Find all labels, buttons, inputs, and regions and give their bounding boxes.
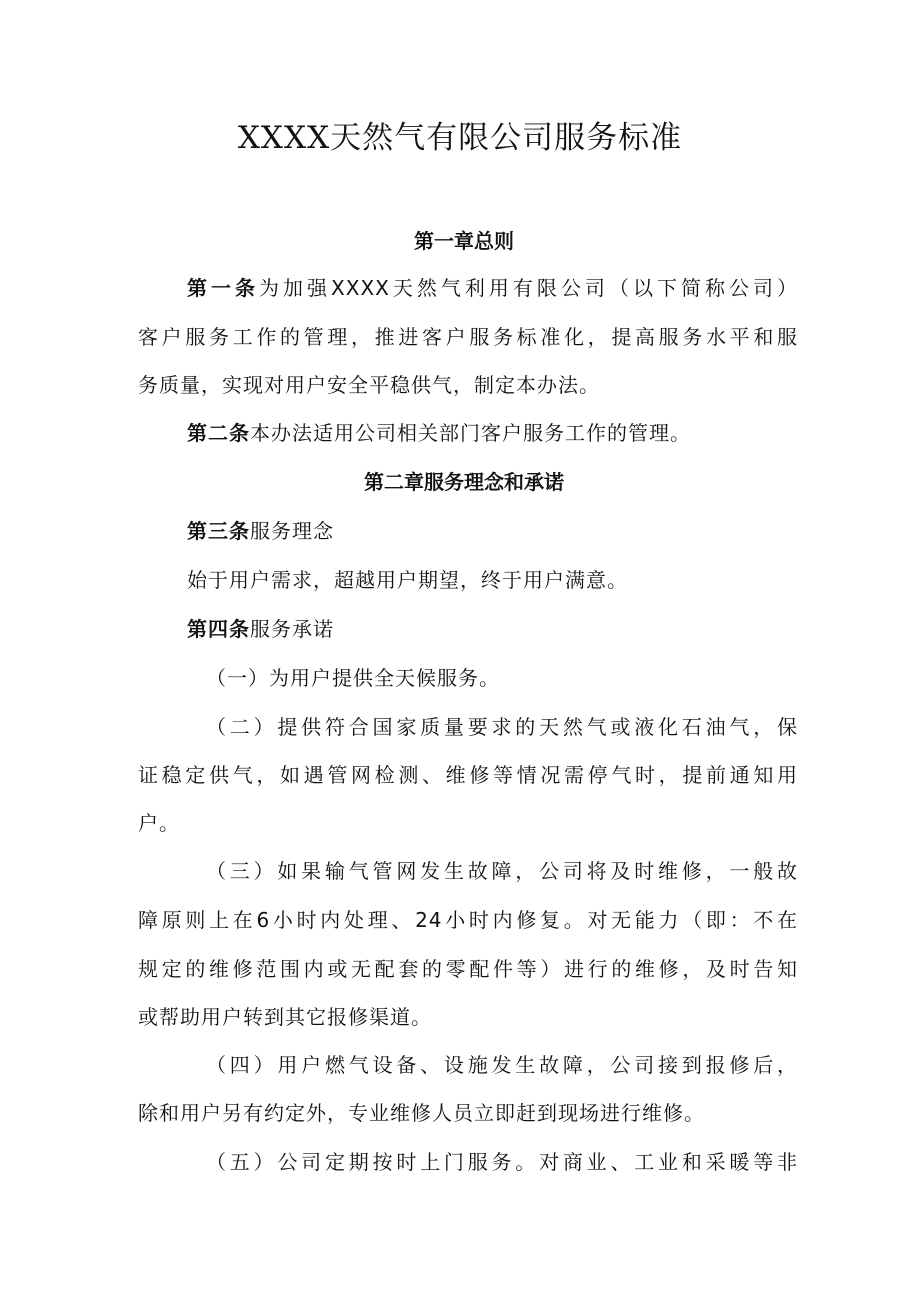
item-2-line-2: 证稳定供气，如遇管网检测、维修等情况需停气时，提前通知用 [138,763,798,787]
item-3-line-1: （三）如果输气管网发生故障，公司将及时维修，一般故 [206,859,798,883]
article-3-label: 第三条 [187,519,250,543]
document-title: XXXX天然气有限公司服务标准 [237,120,683,156]
item-3-line-2: 障原则上在6小时内处理、24小时内修复。对无能力（即：不在 [138,908,798,932]
item-2-line-1: （二）提供符合国家质量要求的天然气或液化石油气，保 [206,715,798,739]
article-4-label: 第四条 [187,617,250,641]
item-4-line-2: 除和用户另有约定外，专业维修人员立即赶到现场进行维修。 [138,1101,705,1125]
article-3-line [187,516,798,546]
article-4-text: 服务承诺 [250,617,334,641]
article-2-line [187,418,798,448]
chapter-1-heading: 第一章总则 [414,229,514,253]
item-2-line-3: 户。 [138,811,180,835]
article-3-text: 服务理念 [250,519,334,543]
article-1-line-1 [187,273,798,303]
article-4-line [187,614,798,644]
item-5-line-1: （五）公司定期按时上门服务。对商业、工业和采暖等非 [206,1150,798,1174]
article-1-text-1: 为加强XXXX天然气利用有限公司（以下简称公司） [259,276,798,300]
item-1-line-1: （一）为用户提供全天候服务。 [206,666,500,690]
item-3-line-4: 或帮助用户转到其它报修渠道。 [138,1005,432,1029]
article-1-line-3: 务质量，实现对用户安全平稳供气，制定本办法。 [138,373,600,397]
chapter-2-heading: 第二章服务理念和承诺 [364,470,564,494]
article-2-label: 第二条 [187,421,250,445]
item-3-line-3: 规定的维修范围内或无配套的零配件等）进行的维修，及时告知 [138,957,798,981]
item-4-line-1: （四）用户燃气设备、设施发生故障，公司接到报修后， [206,1053,798,1077]
article-1-label: 第一条 [187,276,260,300]
article-1-line-2: 客户服务工作的管理，推进客户服务标准化，提高服务水平和服 [138,325,798,349]
article-2-text: 本办法适用公司相关部门客户服务工作的管理。 [250,421,691,445]
article-3-body: 始于用户需求，超越用户期望，终于用户满意。 [187,568,628,592]
